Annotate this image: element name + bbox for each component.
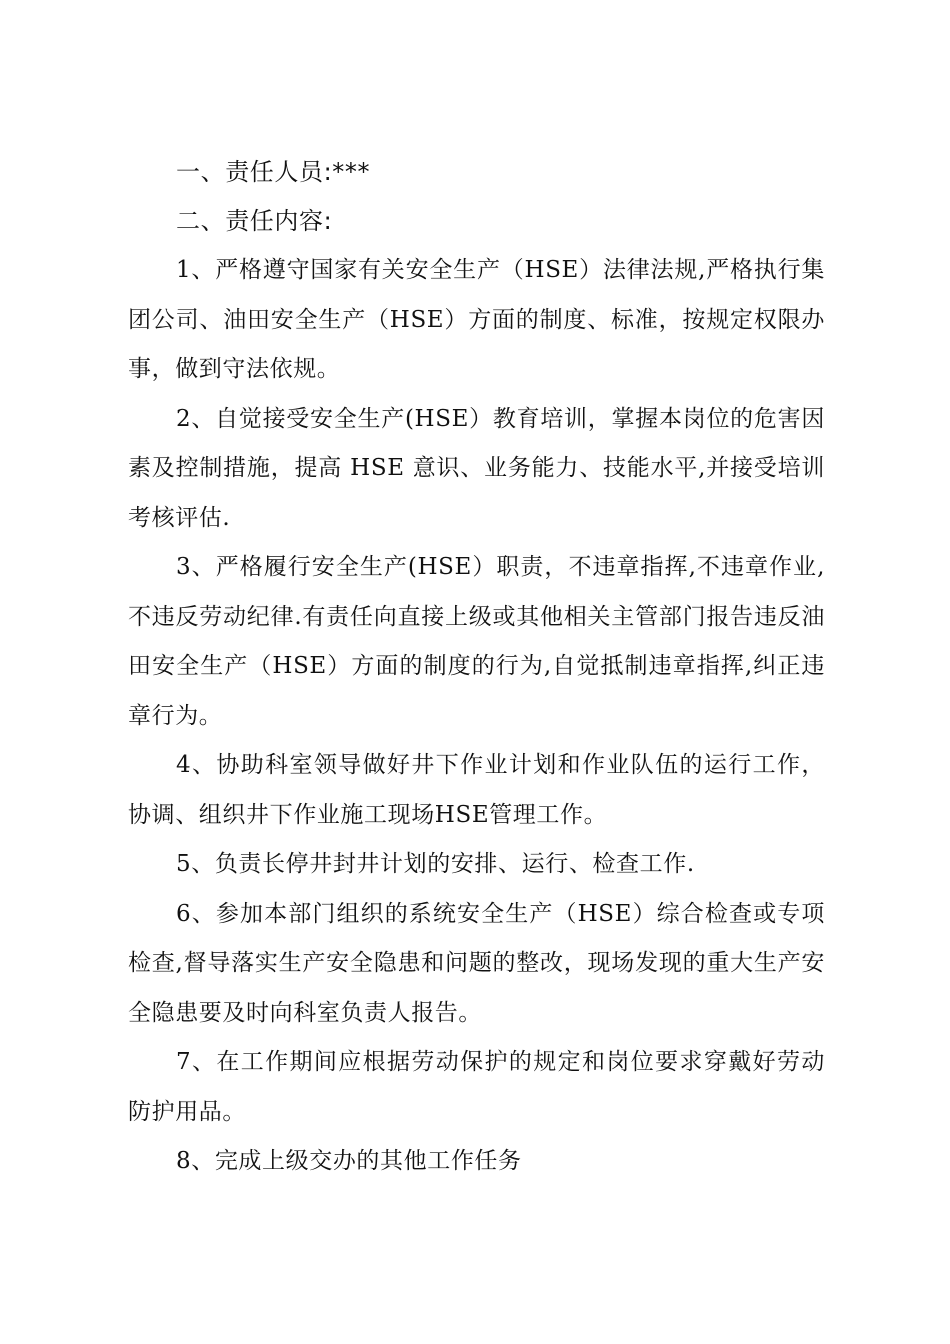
heading-responsibility-content: 二、责任内容: [176,207,333,235]
heading-responsible-personnel: 一、责任人员:*** [176,158,371,186]
responsibility-item-4: 4、协助科室领导做好井下作业计划和作业队伍的运行工作，协调、组织井下作业施工现场HSE管理工作。 [128,752,825,828]
responsibility-item-3: 3、严格履行安全生产(HSE）职责，不违章指挥,不违章作业,不违反劳动纪律.有责任向直接上级或其他相关主管部门报告违反油田安全生产（HSE）方面的制度的行为,自觉抵制违章指挥,纠正违章行为。 [128,554,825,729]
document-body [128,148,825,1187]
responsibility-item-5: 5、负责长停井封井计划的安排、运行、检查工作. [176,851,695,877]
responsibility-item-7: 7、在工作期间应根据劳动保护的规定和岗位要求穿戴好劳动防护用品。 [128,1049,825,1125]
responsibility-item-6: 6、参加本部门组织的系统安全生产（HSE）综合检查或专项检查,督导落实生产安全隐患和问题的整改，现场发现的重大生产安全隐患要及时向科室负责人报告。 [128,900,825,1026]
responsibility-item-2: 2、自觉接受安全生产(HSE）教育培训，掌握本岗位的危害因素及控制措施，提高 HSE 意识、业务能力、技能水平,并接受培训考核评估. [128,405,825,531]
responsibility-item-1: 1、严格遵守国家有关安全生产（HSE）法律法规,严格执行集团公司、油田安全生产（HSE）方面的制度、标准，按规定权限办事，做到守法依规。 [128,257,825,382]
responsibility-item-8: 8、完成上级交办的其他工作任务 [176,1148,522,1174]
